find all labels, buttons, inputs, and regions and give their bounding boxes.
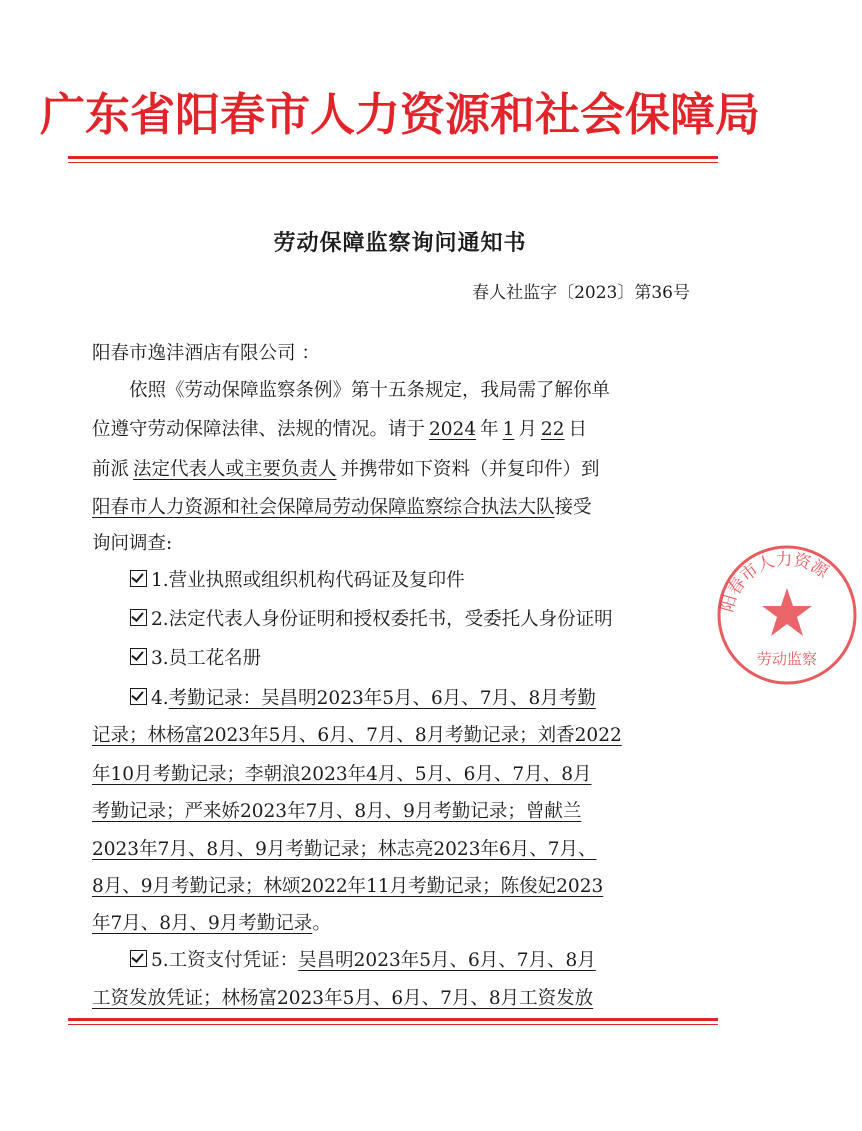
checklist-detail-line: 年7月、8月、9月考勤记录 xyxy=(92,913,313,934)
recipient: 阳春市逸沣酒店有限公司 ： xyxy=(92,343,320,364)
representative-field: 法定代表人或主要负责人 xyxy=(133,459,337,480)
seal-bottom-text: 劳动监察 xyxy=(756,650,818,668)
location-field: 阳春市人力资源和社会保障局劳动保障监察综合执法大队 xyxy=(92,497,555,518)
checked-box-icon xyxy=(130,570,147,587)
header-rule-thick xyxy=(68,156,718,159)
agency-header: 广东省阳春市人力资源和社会保障局 xyxy=(39,88,760,141)
date-day-unit: 日 xyxy=(568,419,587,440)
paragraph-line xyxy=(92,412,692,448)
date-year: 2024 xyxy=(429,419,477,440)
checklist-detail-line: 考勤记录；严来娇2023年7月、8月、9月考勤记录；曾献兰 xyxy=(92,801,582,822)
footer-rule-thick xyxy=(68,1018,718,1021)
checked-box-icon xyxy=(130,648,147,665)
checklist-detail-line: 8月、9月考勤记录；林颂2022年11月考勤记录；陈俊妃2023 xyxy=(92,876,604,897)
checklist-detail xyxy=(92,832,692,868)
checked-box-icon xyxy=(130,609,147,626)
paragraph-text: 并携带如下资料（并复印件）到 xyxy=(340,459,600,480)
svg-text:阳春市人力资源 xyxy=(717,550,832,615)
checklist-label: 5.工资支付凭证： xyxy=(151,950,299,971)
checklist-detail-line: 考勤记录：吴昌明2023年5月、6月、7月、8月考勤 xyxy=(168,688,596,709)
date-month-unit: 月 xyxy=(518,419,537,440)
checklist-detail-line: 吴昌明2023年5月、6月、7月、8月 xyxy=(298,950,596,971)
checklist-item xyxy=(92,602,692,638)
document-number: 春人社监字〔2023〕第36号 xyxy=(472,283,690,303)
paragraph-text: 接受 xyxy=(554,497,592,518)
checklist-item xyxy=(92,681,692,717)
document-title: 劳动保障监察询问通知书 xyxy=(273,230,527,256)
checklist-detail-line: 记录；林杨富2023年5月、6月、7月、8月考勤记录；刘香2022 xyxy=(92,725,622,746)
checked-box-icon xyxy=(130,688,147,705)
checklist-label: 1.营业执照或组织机构代码证及复印件 xyxy=(151,570,465,591)
seal-arc-text: 阳春市人力资源 xyxy=(717,549,832,615)
checklist-detail xyxy=(92,869,692,905)
date-day: 22 xyxy=(540,419,565,440)
paragraph-line xyxy=(92,452,692,488)
checklist-detail-line: 年10月考勤记录；李朝浪2023年4月、5月、6月、7月、8月 xyxy=(92,764,592,785)
footer-rule-thin xyxy=(68,1024,718,1025)
paragraph-text: 前派 xyxy=(92,459,130,480)
checklist-detail xyxy=(92,794,692,830)
date-year-unit: 年 xyxy=(480,419,499,440)
checklist-item xyxy=(92,943,692,979)
checklist-label: 2.法定代表人身份证明和授权委托书，受委托人身份证明 xyxy=(151,609,613,630)
checklist-detail xyxy=(92,757,692,793)
official-seal-stamp xyxy=(712,540,862,690)
checklist-label: 4. xyxy=(151,688,169,709)
date-month: 1 xyxy=(502,419,515,440)
checklist-detail-end: 。 xyxy=(312,913,331,934)
checklist-detail xyxy=(92,718,692,754)
paragraph-line: 询问调查: xyxy=(92,533,173,554)
paragraph-line: 依照《劳动保障监察条例》第十五条规定，我局需了解你单 xyxy=(129,380,611,401)
checklist-item xyxy=(92,563,692,599)
seal-star-icon xyxy=(762,588,812,636)
checklist-detail xyxy=(92,981,692,1017)
checklist-label: 3.员工花名册 xyxy=(151,648,262,669)
checklist-detail xyxy=(92,906,692,942)
paragraph-line xyxy=(92,490,692,526)
checklist-item xyxy=(92,641,692,677)
checklist-detail-line: 工资发放凭证；林杨富2023年5月、6月、7月、8月工资发放 xyxy=(92,988,594,1009)
checked-box-icon xyxy=(130,950,147,967)
checklist-detail-line: 2023年7月、8月、9月考勤记录；林志亮2023年6月、7月、 xyxy=(92,839,597,860)
paragraph-text: 位遵守劳动保障法律、法规的情况。请于 xyxy=(92,419,426,440)
header-rule-thin xyxy=(68,162,718,163)
